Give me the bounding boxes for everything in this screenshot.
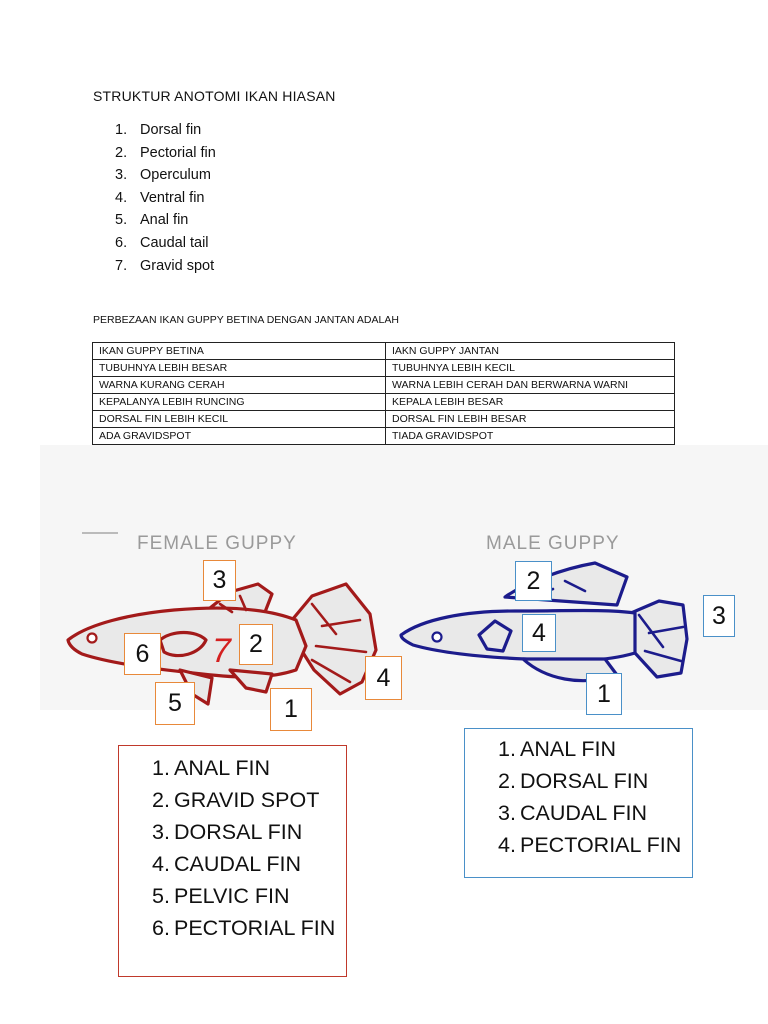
list-item	[498, 797, 681, 829]
table-cell: DORSAL FIN LEBIH BESAR	[386, 411, 675, 428]
male-marker-1: 1	[586, 673, 622, 715]
table-cell: WARNA KURANG CERAH	[93, 377, 386, 394]
item-number: 2.	[498, 769, 516, 793]
table-cell: ADA GRAVIDSPOT	[93, 428, 386, 445]
female-eye	[88, 634, 97, 643]
item-number: 7.	[115, 257, 128, 274]
male-caudal-fin	[631, 601, 687, 677]
list-item	[152, 816, 335, 848]
item-number: 5.	[152, 884, 170, 908]
list-item	[115, 209, 216, 232]
item-number: 5.	[115, 212, 128, 229]
item-number: 4.	[152, 852, 170, 876]
list-item	[152, 880, 335, 912]
comparison-heading: PERBEZAAN IKAN GUPPY BETINA DENGAN JANTAN ADALAH	[93, 314, 399, 326]
table-cell: IKAN GUPPY BETINA	[93, 343, 386, 360]
item-label: ANAL FIN	[174, 756, 270, 780]
male-marker-2: 2	[515, 561, 552, 601]
table-row	[93, 428, 675, 445]
male-marker-4: 4	[522, 614, 556, 652]
item-label: Anal fin	[140, 212, 189, 229]
table-row	[93, 394, 675, 411]
female-marker-3: 3	[203, 560, 236, 601]
table-row	[93, 411, 675, 428]
item-label: DORSAL FIN	[520, 769, 649, 793]
table-row	[93, 377, 675, 394]
list-item	[498, 765, 681, 797]
comparison-table	[92, 342, 675, 445]
item-label: Pectorial fin	[140, 144, 216, 161]
item-number: 6.	[152, 916, 170, 940]
female-marker-1: 1	[270, 688, 312, 731]
item-number: 4.	[115, 189, 128, 206]
item-number: 4.	[498, 833, 516, 857]
item-number: 6.	[115, 234, 128, 251]
item-number: 1.	[152, 756, 170, 780]
document-title: STRUKTUR ANOTOMI IKAN HIASAN	[93, 88, 336, 104]
item-label: Operculum	[140, 167, 211, 184]
male-eye	[433, 633, 442, 642]
table-cell: TIADA GRAVIDSPOT	[386, 428, 675, 445]
female-gravid-spot-mark: 7	[212, 632, 231, 670]
list-item	[152, 784, 335, 816]
list-item	[115, 232, 216, 255]
table-cell: TUBUHNYA LEBIH BESAR	[93, 360, 386, 377]
list-item	[498, 733, 681, 765]
table-cell: WARNA LEBIH CERAH DAN BERWARNA WARNI	[386, 377, 675, 394]
list-item	[115, 119, 216, 142]
item-label: GRAVID SPOT	[174, 788, 320, 812]
item-number: 2.	[115, 144, 128, 161]
male-guppy-heading: MALE GUPPY	[486, 533, 620, 554]
item-label: Caudal tail	[140, 234, 209, 251]
list-item	[115, 164, 216, 187]
item-label: DORSAL FIN	[174, 820, 303, 844]
anatomy-parts-list	[115, 119, 216, 277]
female-legend-box	[118, 745, 347, 977]
table-row	[93, 343, 675, 360]
female-marker-5: 5	[155, 682, 195, 725]
table-cell: DORSAL FIN LEBIH KECIL	[93, 411, 386, 428]
decorative-dash	[82, 532, 118, 534]
female-marker-4: 4	[365, 656, 402, 700]
item-number: 2.	[152, 788, 170, 812]
list-item	[152, 752, 335, 784]
female-guppy-heading: FEMALE GUPPY	[137, 533, 297, 554]
table-cell: TUBUHNYA LEBIH KECIL	[386, 360, 675, 377]
male-legend-box	[464, 728, 693, 878]
item-label: Ventral fin	[140, 189, 205, 206]
list-item	[152, 848, 335, 880]
item-number: 3.	[115, 167, 128, 184]
list-item	[498, 829, 681, 861]
item-label: PECTORIAL FIN	[520, 833, 682, 857]
item-label: ANAL FIN	[520, 737, 616, 761]
list-item	[152, 912, 335, 944]
list-item	[115, 142, 216, 165]
item-label: CAUDAL FIN	[174, 852, 302, 876]
item-label: PECTORIAL FIN	[174, 916, 336, 940]
female-anal-fin	[230, 670, 272, 692]
table-cell: KEPALA LEBIH BESAR	[386, 394, 675, 411]
item-label: CAUDAL FIN	[520, 801, 648, 825]
item-label: Dorsal fin	[140, 122, 202, 138]
female-marker-2: 2	[239, 624, 273, 665]
list-item	[115, 187, 216, 210]
item-label: Gravid spot	[140, 257, 215, 274]
item-number: 1.	[498, 737, 516, 761]
table-row	[93, 360, 675, 377]
item-label: PELVIC FIN	[174, 884, 290, 908]
item-number: 3.	[152, 820, 170, 844]
item-number: 1.	[115, 122, 128, 138]
male-marker-3: 3	[703, 595, 735, 637]
list-item	[115, 255, 216, 278]
table-cell: KEPALANYA LEBIH RUNCING	[93, 394, 386, 411]
female-marker-6: 6	[124, 633, 161, 675]
item-number: 3.	[498, 801, 516, 825]
table-cell: IAKN GUPPY JANTAN	[386, 343, 675, 360]
